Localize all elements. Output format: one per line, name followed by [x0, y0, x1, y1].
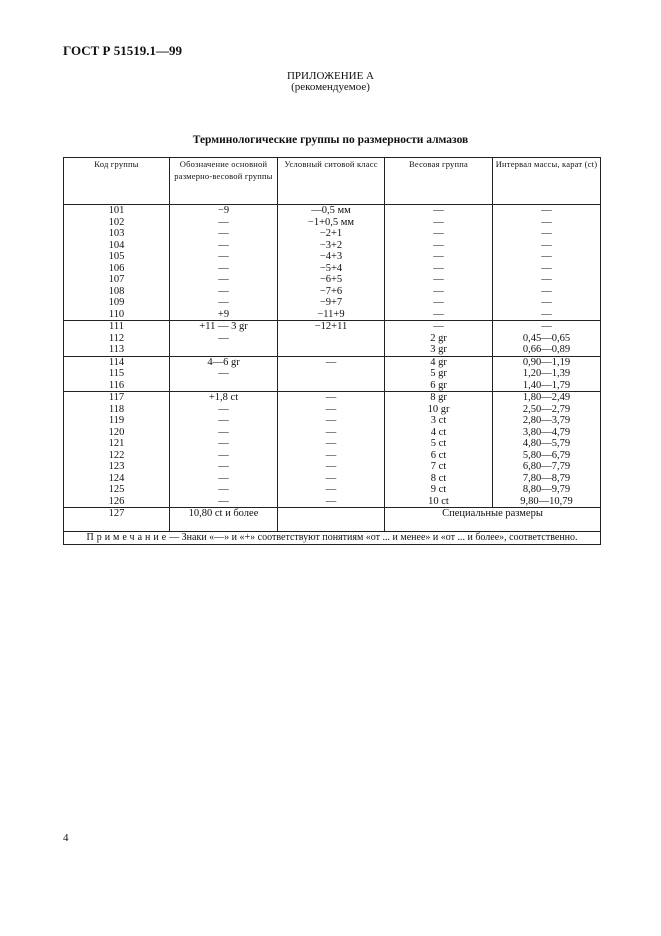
table-cell: 6,80—7,79 — [522, 461, 571, 472]
table-cell: −9 — [217, 205, 230, 216]
table-cell: +1,8 ct — [208, 392, 239, 403]
table-cell: 118 — [108, 403, 125, 415]
group-cell-weight — [385, 205, 493, 321]
row127-special: Специальные размеры — [385, 508, 601, 532]
table-cell: 8,80—9,79 — [522, 484, 571, 495]
table-group — [64, 392, 601, 508]
table-cell: — — [433, 239, 444, 251]
table-cell: −2+1 — [319, 228, 343, 239]
group-cell-mass — [493, 356, 601, 392]
note-label: Примечание — [86, 532, 170, 543]
table-group — [64, 321, 601, 357]
table-cell: — — [433, 297, 444, 308]
table-cell: 1,40—1,79 — [522, 379, 571, 391]
table-cell: — — [433, 285, 444, 297]
table-cell: 104 — [108, 239, 125, 251]
appendix-annotation: (рекомендуемое) — [291, 81, 370, 93]
table-cell: — — [218, 426, 229, 438]
table-cell: 5 gr — [430, 368, 447, 379]
table-cell: 114 — [108, 356, 125, 368]
group-cell-weight — [385, 356, 493, 392]
table-cell: — — [218, 415, 229, 426]
table-cell: — — [218, 495, 229, 507]
table-cell: — — [325, 484, 337, 495]
group-cell-designation — [170, 356, 278, 392]
table-cell: 0,66—0,89 — [522, 344, 571, 355]
table-cell: 0,90—1,19 — [522, 356, 571, 368]
table-cell: 107 — [108, 274, 125, 285]
table-cell: 108 — [108, 285, 125, 297]
table-cell: — — [541, 205, 552, 216]
table-cell: — — [218, 403, 229, 415]
table-cell: — — [218, 262, 229, 274]
table-cell: 1,20—1,39 — [522, 368, 571, 379]
table-cell: — — [433, 251, 444, 262]
table-cell: 9,80—10,79 — [520, 495, 573, 507]
table-cell: −1+0,5 мм — [307, 216, 355, 228]
table-cell: +11 — 3 gr — [199, 321, 248, 332]
table-cell: — — [541, 285, 552, 297]
table-cell: — — [433, 228, 444, 239]
header-sieve: Условный ситовой класс — [278, 158, 385, 205]
table-cell: 126 — [108, 495, 125, 507]
table-cell: — — [325, 426, 337, 438]
table-group — [64, 205, 601, 321]
table-cell: 10 ct — [428, 495, 449, 507]
table-cell: — — [325, 438, 337, 449]
header-mass: Интервал массы, карат (ct) — [493, 158, 601, 205]
group-cell-code — [64, 392, 170, 508]
table-cell: 8 ct — [430, 472, 447, 484]
table-cell: 116 — [108, 379, 125, 391]
row127-code: 127 — [64, 508, 170, 532]
table-cell: — — [541, 216, 552, 228]
table-cell: — — [541, 297, 552, 308]
table-cell: 2,50—2,79 — [522, 403, 571, 415]
table-cell: 110 — [108, 308, 125, 320]
table-cell: 122 — [108, 449, 125, 461]
table-cell: — — [218, 461, 229, 472]
table-cell: — — [433, 321, 444, 332]
table-cell: 7,80—8,79 — [522, 472, 571, 484]
table-cell: —0,5 мм — [311, 205, 351, 216]
group-cell-mass — [493, 205, 601, 321]
table-cell: — — [433, 262, 444, 274]
row127-designation: 10,80 ct и более — [170, 508, 278, 532]
table-cell: — — [325, 472, 337, 484]
table-cell: — — [433, 308, 444, 320]
table-cell: 123 — [108, 461, 125, 472]
appendix-heading — [0, 71, 661, 93]
row127-sieve — [278, 508, 385, 532]
table-cell: — — [325, 495, 337, 507]
table-cell: −7+6 — [319, 285, 343, 297]
table-cell: 5,80—6,79 — [522, 449, 571, 461]
table-cell: 105 — [108, 251, 125, 262]
table-cell: −6+5 — [319, 274, 343, 285]
group-cell-code — [64, 205, 170, 321]
table-cell: — — [325, 356, 337, 368]
table-cell: 119 — [108, 415, 125, 426]
table-cell: — — [218, 472, 229, 484]
table-cell: — — [541, 308, 552, 320]
table-cell: — — [433, 216, 444, 228]
table-cell: 117 — [108, 392, 125, 403]
header-weight: Весовая группа — [385, 158, 493, 205]
table-cell: — — [218, 438, 229, 449]
table-cell: −3+2 — [319, 239, 343, 251]
table-cell: — — [218, 239, 229, 251]
table-cell: 3,80—4,79 — [522, 426, 571, 438]
group-cell-weight — [385, 392, 493, 508]
table-cell: — — [218, 274, 229, 285]
group-cell-weight — [385, 321, 493, 357]
table-cell — [278, 333, 384, 345]
table-cell: 103 — [108, 228, 125, 239]
table-cell: 4 ct — [430, 426, 447, 438]
table-cell: 6 ct — [430, 449, 447, 461]
table-cell: 3 ct — [430, 415, 447, 426]
table-cell: 101 — [108, 205, 125, 216]
header-designation: Обозначение основной размерно-весовой группы — [170, 158, 278, 205]
table-cell: — — [218, 297, 229, 308]
table-cell: +9 — [217, 308, 230, 320]
note-cell — [64, 532, 601, 545]
table-cell: 111 — [109, 321, 124, 332]
table-cell: — — [218, 216, 229, 228]
table-cell: −11+9 — [317, 308, 345, 320]
table-cell: — — [325, 392, 337, 403]
group-cell-code — [64, 356, 170, 392]
table-row-127 — [64, 508, 601, 532]
table-cell: — — [541, 251, 552, 262]
group-cell-designation — [170, 392, 278, 508]
table-cell: — — [541, 228, 552, 239]
table-cell: −9+7 — [319, 297, 343, 308]
group-cell-code — [64, 321, 170, 357]
table-cell: 113 — [108, 344, 125, 355]
table-cell: 6 gr — [430, 379, 447, 391]
table-cell: 2,80—3,79 — [522, 415, 571, 426]
note-text: — Знаки «—» и «+» соответствуют понятиям «от ... и менее» и «от ... и более», соответственно. — [169, 532, 578, 543]
table-cell: −5+4 — [319, 262, 343, 274]
table-cell: — — [218, 449, 229, 461]
table-cell: 125 — [108, 484, 125, 495]
table-cell: — — [433, 274, 444, 285]
table-cell: — — [541, 274, 552, 285]
group-cell-sieve — [278, 321, 385, 357]
table-cell: 120 — [108, 426, 125, 438]
table-cell: 115 — [108, 368, 125, 379]
table-cell: 121 — [108, 438, 125, 449]
table-note-row — [64, 532, 601, 545]
table-cell: 0,45—0,65 — [522, 332, 571, 344]
group-cell-mass — [493, 392, 601, 508]
table-cell: 1,80—2,49 — [522, 392, 571, 403]
group-cell-mass — [493, 321, 601, 357]
table-cell — [278, 368, 384, 380]
table-cell: — — [541, 262, 552, 274]
table-cell: −4+3 — [319, 251, 343, 262]
group-cell-designation — [170, 321, 278, 357]
table-cell: 112 — [108, 332, 125, 344]
table-cell: — — [325, 403, 337, 415]
table-cell — [170, 380, 277, 392]
table-cell: — — [541, 321, 552, 332]
table-cell: — — [218, 251, 229, 262]
table-cell: 106 — [108, 262, 125, 274]
table-cell: 109 — [108, 297, 125, 308]
table-cell: 4—6 gr — [207, 356, 240, 368]
table-cell: — — [218, 484, 229, 495]
table-cell: — — [541, 239, 552, 251]
table-cell — [278, 380, 384, 392]
table-cell: 7 ct — [430, 461, 447, 472]
table-cell: 3 gr — [430, 344, 447, 355]
table-cell: 8 gr — [430, 392, 447, 403]
header-code: Код группы — [64, 158, 170, 205]
table-cell: −12+11 — [314, 321, 348, 332]
terms-table — [63, 157, 601, 545]
table-group — [64, 356, 601, 392]
table-cell: 5 ct — [430, 438, 447, 449]
table-cell — [278, 344, 384, 356]
table-cell: — — [433, 205, 444, 216]
table-cell: 9 ct — [430, 484, 447, 495]
table-cell — [170, 344, 277, 356]
table-cell: — — [218, 285, 229, 297]
appendix-title: ПРИЛОЖЕНИЕ А — [286, 70, 374, 82]
table-cell: 4 gr — [430, 356, 447, 368]
table-cell: 10 gr — [427, 403, 450, 415]
table-cell: — — [325, 415, 337, 426]
group-cell-sieve — [278, 392, 385, 508]
table-cell: 124 — [108, 472, 125, 484]
table-cell: — — [218, 332, 229, 344]
table-cell: — — [325, 449, 337, 461]
group-cell-sieve — [278, 205, 385, 321]
table-cell: — — [218, 368, 229, 379]
group-cell-sieve — [278, 356, 385, 392]
table-cell: 2 gr — [430, 332, 447, 344]
page-number: 4 — [63, 832, 69, 844]
table-title: Терминологические группы по размерности алмазов — [192, 134, 469, 146]
table-cell: — — [218, 228, 229, 239]
table-header-row — [64, 158, 601, 205]
table-cell: — — [325, 461, 337, 472]
document-code: ГОСТ Р 51519.1—99 — [63, 43, 182, 58]
group-cell-designation — [170, 205, 278, 321]
table-cell: 102 — [108, 216, 125, 228]
table-cell: 4,80—5,79 — [522, 438, 571, 449]
